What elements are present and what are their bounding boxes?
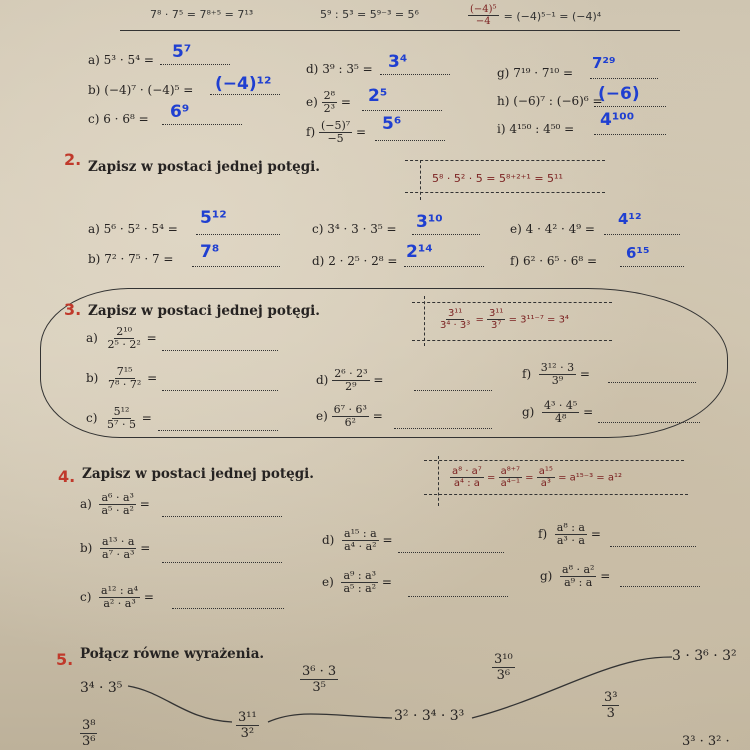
s5-term-1: 3⁴ · 3⁵: [80, 680, 123, 696]
s3-example: $\frac{\text{3¹¹}}{\text{3⁴ · 3³}}$ = $\frac{\text{3¹¹}}{\text{3⁷}}$ = 3¹¹⁻⁷ = 3⁴: [440, 308, 569, 331]
s2-b-answer: 7⁸: [200, 242, 220, 262]
s1-f-answer: 5⁶: [382, 114, 402, 134]
s5-term-8: $\frac{\text{3³}}{3}$: [604, 690, 618, 721]
header-example-3: [468, 4, 601, 27]
s5-term-2: $\frac{\text{3⁶ · 3}}{\text{3⁵}}$: [302, 664, 337, 695]
s4-b-line: [162, 552, 282, 563]
s2-a-answer: 5¹²: [200, 208, 227, 228]
s2-example-rule-top: [405, 160, 605, 161]
header-ex3-num: (−4)⁵: [470, 4, 497, 15]
s3-g-line: [598, 412, 700, 423]
s4-e-line: [408, 586, 508, 597]
s4-e: e) $\frac{\text{a⁹ : a³}}{\text{a⁵ : a²}}$ =: [322, 569, 392, 595]
s4-example-rule-top: [424, 460, 684, 461]
s2-a: a) 5⁶ · 5² · 5⁴ =: [88, 222, 178, 236]
s3-example-rule-bottom: [412, 340, 612, 341]
s5-term-3: $\frac{\text{3¹⁰}}{\text{3⁶}}$: [494, 652, 513, 683]
s1-e-answer: 2⁵: [368, 86, 388, 106]
s3-f: f) $\frac{\text{3¹² · 3}}{\text{3⁹}}$ =: [522, 361, 590, 387]
s2-e-line: [604, 224, 680, 235]
s2-b: b) 7² · 7⁵ · 7 =: [88, 252, 174, 266]
header-rule: [120, 30, 680, 31]
header-example-2: 5⁹ : 5³ = 5⁹⁻³ = 5⁶: [320, 8, 419, 21]
s5-term-9: 3³ · 3² ·: [682, 734, 730, 749]
s3-a: a) $\frac{\text{2¹⁰}}{\text{2⁵ · 2²}}$ =: [86, 325, 157, 351]
header-ex3-den: −4: [475, 16, 491, 27]
s4-f: f) $\frac{\text{a⁸ : a}}{\text{a³ · a}}$ =: [538, 521, 601, 547]
s3-d: d) $\frac{\text{2⁶ · 2³}}{\text{2⁹}}$ =: [316, 367, 384, 393]
s1-g: g) 7¹⁹ · 7¹⁰ =: [497, 66, 574, 80]
s5-term-5: $\frac{\text{3⁸}}{\text{3⁶}}$: [82, 718, 96, 749]
s1-c: c) 6 · 6⁸ =: [88, 112, 149, 126]
s2-example-rule-side: [420, 160, 421, 200]
s3-a-line: [162, 340, 278, 351]
s2-c-answer: 3¹⁰: [416, 212, 443, 232]
s3-example-rule-side: [424, 296, 425, 346]
s5-number: 5.: [56, 650, 74, 669]
s2-title: Zapisz w postaci jednej potęgi.: [88, 159, 320, 175]
s4-c: c) $\frac{\text{a¹² : a⁴}}{\text{a² · a³}}$ =: [80, 584, 154, 610]
s4-g-line: [620, 576, 700, 587]
s2-d-answer: 2¹⁴: [406, 242, 433, 262]
s4-d-line: [398, 542, 504, 553]
s1-a: a) 5³ · 5⁴ =: [88, 53, 154, 67]
s3-number: 3.: [64, 300, 82, 319]
s4-b: b) $\frac{\text{a¹³ · a}}{\text{a⁷ · a³}}$ =: [80, 535, 151, 561]
s2-example-rule-bottom: [405, 192, 605, 193]
s3-b: b) $\frac{\text{7¹⁵}}{\text{7⁸ · 7²}}$ =: [86, 365, 158, 391]
s2-e-answer: 4¹²: [618, 210, 642, 228]
s4-a-line: [162, 506, 282, 517]
s2-d: d) 2 · 2⁵ · 2⁸ =: [312, 254, 398, 268]
s4-g: g) $\frac{\text{a⁸ · a²}}{\text{a⁹ : a}}$ =: [540, 563, 611, 589]
s1-e: e) $\frac{\text{2⁸}}{\text{2³}}$ =: [306, 89, 351, 115]
s1-c-answer: 6⁹: [170, 102, 190, 122]
s5-term-7: 3² · 3⁴ · 3³: [394, 708, 465, 724]
s5-line-1: [128, 686, 232, 722]
s3-title: Zapisz w postaci jednej potęgi.: [88, 303, 320, 319]
s2-example: 5⁸ · 5² · 5 = 5⁸⁺²⁺¹ = 5¹¹: [432, 172, 563, 185]
s1-d-answer: 3⁴: [388, 52, 408, 72]
s3-f-line: [608, 372, 696, 383]
s4-example: $\frac{\text{a⁸ · a⁷}}{\text{a⁴ : a}}$ = $\frac{\text{a⁸⁺⁷}}{\text{a⁴⁻¹}}$ = $\frac{\text{a¹⁵}}{\text{a³}}$ = a¹⁵⁻³ = a¹²: [452, 466, 622, 489]
s4-number: 4.: [58, 467, 76, 486]
s3-c-line: [158, 420, 278, 431]
header-ex3-rest: = (−4)⁵⁻¹ = (−4)⁴: [503, 10, 602, 23]
s1-a-line: [160, 54, 230, 65]
s2-number: 2.: [64, 150, 82, 169]
s1-h-answer: (−6): [598, 84, 640, 104]
s4-title: Zapisz w postaci jednej potęgi.: [82, 466, 314, 482]
s4-example-rule-side: [438, 456, 439, 506]
s4-d: d) $\frac{\text{a¹⁵ : a}}{\text{a⁴ · a²}}$ =: [322, 527, 393, 553]
s3-d-line: [414, 380, 492, 391]
s2-c: c) 3⁴ · 3 · 3⁵ =: [312, 222, 397, 236]
s3-example-rule-top: [412, 302, 612, 303]
s5-line-2: [268, 714, 392, 722]
s1-d: d) 3⁹ : 3⁵ =: [306, 62, 373, 76]
s3-e-line: [394, 418, 492, 429]
s3-g: g) $\frac{\text{4³ · 4⁵}}{\text{4⁸}}$ =: [522, 399, 594, 425]
s2-e: e) 4 · 4² · 4⁹ =: [510, 222, 595, 236]
header-examples: [0, 0, 750, 30]
s4-f-line: [610, 536, 696, 547]
s4-a: a) $\frac{\text{a⁶ · a³}}{\text{a⁵ · a²}}$ =: [80, 491, 150, 517]
s5-term-6: $\frac{\text{3¹¹}}{\text{3²}}$: [238, 710, 257, 741]
s1-i: i) 4¹⁵⁰ : 4⁵⁰ =: [497, 122, 575, 136]
s1-b-answer: (−4)¹²: [215, 74, 272, 94]
header-example-1: 7⁸ · 7⁵ = 7⁸⁺⁵ = 7¹³: [150, 8, 254, 21]
s1-a-answer: 5⁷: [172, 42, 192, 62]
s3-c: c) $\frac{\text{5¹²}}{\text{5⁷ · 5}}$ =: [86, 405, 152, 431]
s3-e: e) $\frac{\text{6⁷ · 6³}}{\text{6²}}$ =: [316, 403, 383, 429]
s2-f-answer: 6¹⁵: [626, 244, 650, 262]
s3-b-line: [162, 380, 278, 391]
s1-g-answer: 7²⁹: [592, 54, 616, 72]
s4-example-rule-bottom: [424, 494, 688, 495]
s5-title: Połącz równe wyrażenia.: [80, 646, 265, 662]
s1-i-answer: 4¹⁰⁰: [600, 110, 635, 130]
s5-term-4: 3 · 3⁶ · 3²: [672, 648, 737, 664]
s1-b: b) (−4)⁷ · (−4)⁵ =: [88, 83, 194, 97]
s4-c-line: [172, 598, 284, 609]
s2-f: f) 6² · 6⁵ · 6⁸ =: [510, 254, 598, 268]
s1-h: h) (−6)⁷ : (−6)⁶ =: [497, 94, 603, 108]
s1-f: f) $\frac{\text{(−5)⁷}}{-5}$ =: [306, 119, 367, 145]
